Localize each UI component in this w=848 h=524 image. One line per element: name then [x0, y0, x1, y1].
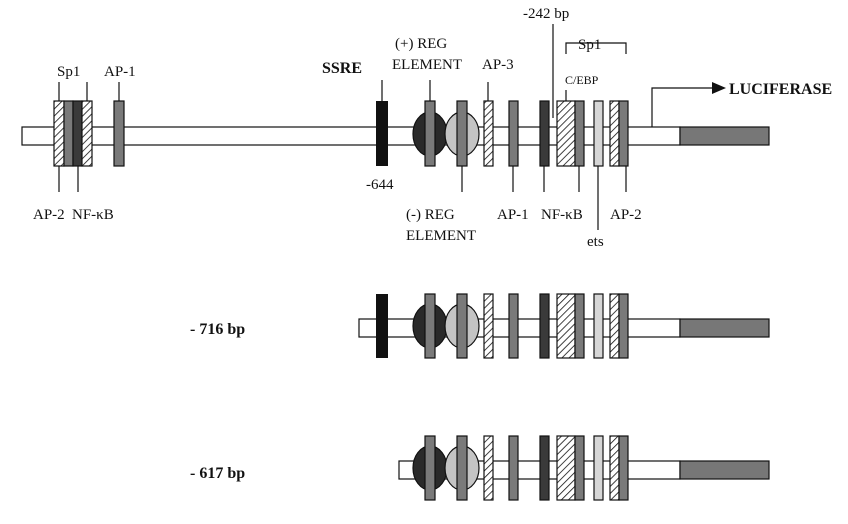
construct-716-cebp: [557, 294, 575, 358]
construct-617-ap1: [509, 436, 518, 500]
sp1-site-right: [619, 101, 628, 166]
label-nfkb-left: NF-κB: [72, 207, 114, 223]
construct-716-sp1: [619, 294, 628, 358]
construct-716-ap1: [509, 294, 518, 358]
transcription-arrow-line: [652, 88, 712, 127]
ap2-site-left-b: [82, 101, 92, 166]
label-ap1-left: AP-1: [104, 64, 136, 80]
construct-716-label: - 716 bp: [190, 321, 246, 338]
label-cebp: C/EBP: [565, 73, 599, 87]
construct-617-luciferase: [680, 461, 769, 479]
luciferase-gene-box: [680, 127, 769, 145]
ap1-site-right: [509, 101, 518, 166]
construct-617-ap3: [484, 436, 493, 500]
label-ap3: AP-3: [482, 57, 514, 73]
sp1-site-left: [64, 101, 73, 166]
construct-716-minus-box: [457, 294, 467, 358]
construct-617-plus-box: [425, 436, 435, 500]
ap3-site: [484, 101, 493, 166]
ap1-site-left: [114, 101, 124, 166]
label-ssre: SSRE: [322, 60, 363, 77]
construct-617-minus-box: [457, 436, 467, 500]
label-position-644: -644: [366, 177, 394, 193]
label-luciferase: LUCIFERASE: [729, 81, 833, 98]
construct-716-ssre: [376, 294, 388, 358]
label-242-bp: -242 bp: [523, 6, 570, 22]
label-plus-reg-line1: (+) REG: [395, 36, 448, 52]
label-minus-reg-line2: ELEMENT: [406, 228, 476, 244]
ssre-element: [376, 101, 388, 166]
construct-617-sp1: [619, 436, 628, 500]
construct-617-nfkb-b: [575, 436, 584, 500]
nfkb-site-right: [540, 101, 549, 166]
label-sp1-left: Sp1: [57, 64, 81, 80]
label-minus-reg-line1: (-) REG: [406, 207, 455, 223]
construct-716: [190, 294, 769, 358]
construct-716-ap3: [484, 294, 493, 358]
label-ap1-right: AP-1: [497, 207, 529, 223]
ets-site: [594, 101, 603, 166]
label-plus-reg-line2: ELEMENT: [392, 57, 462, 73]
transcription-arrow-head-icon: [712, 82, 726, 94]
construct-716-ap2: [610, 294, 619, 358]
nfkb-site-left: [73, 101, 82, 166]
label-ap2-left: AP-2: [33, 207, 65, 223]
ap2-site-right: [610, 101, 619, 166]
construct-617-ap2: [610, 436, 619, 500]
plus-reg-element-box: [425, 101, 435, 166]
construct-617-ets: [594, 436, 603, 500]
label-ets: ets: [587, 234, 604, 250]
construct-617-label: - 617 bp: [190, 465, 246, 482]
ap2-site-left: [54, 101, 64, 166]
construct-716-nfkb: [540, 294, 549, 358]
construct-716-luciferase: [680, 319, 769, 337]
construct-716-backbone: [359, 319, 680, 337]
label-sp1-right: Sp1: [578, 37, 602, 53]
cebp-site: [557, 101, 575, 166]
nfkb-site-right-b: [575, 101, 584, 166]
label-nfkb-right: NF-κB: [541, 207, 583, 223]
minus-reg-element-box: [457, 101, 467, 166]
label-ap2-right: AP-2: [610, 207, 642, 223]
construct-716-plus-box: [425, 294, 435, 358]
construct-716-ets: [594, 294, 603, 358]
construct-716-nfkb-b: [575, 294, 584, 358]
construct-617: [190, 436, 769, 500]
full-construct: [22, 6, 832, 250]
construct-617-cebp: [557, 436, 575, 500]
construct-617-nfkb: [540, 436, 549, 500]
